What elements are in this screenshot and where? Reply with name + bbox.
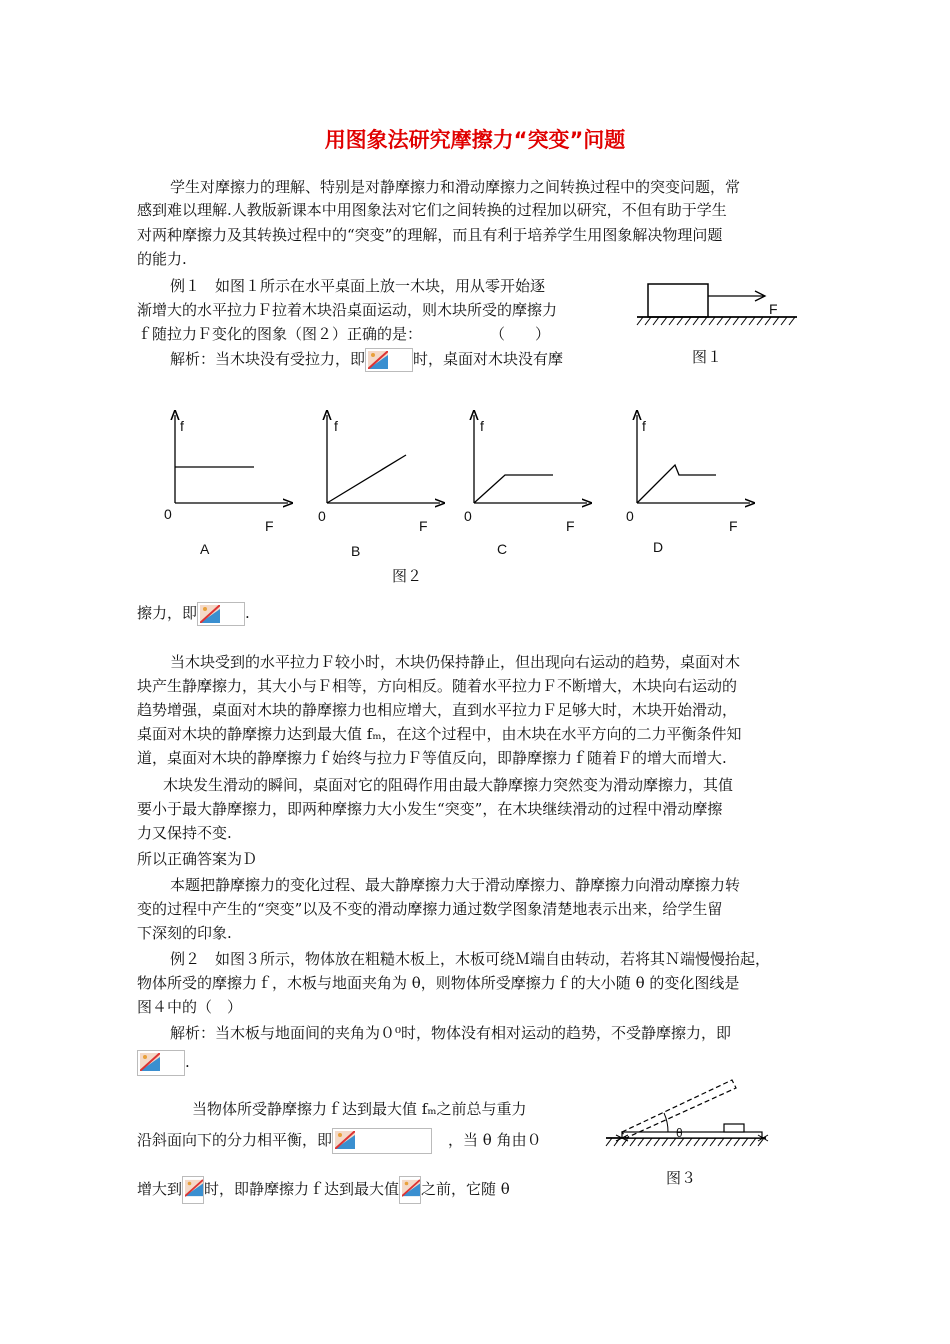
para5-line-3-c: 之前，它随 θ bbox=[421, 1180, 510, 1198]
graph-c-origin: 0 bbox=[464, 508, 472, 524]
figure-3-caption: 图３ bbox=[666, 1169, 697, 1187]
graph-a-origin: 0 bbox=[164, 506, 172, 522]
analysis1-line bbox=[170, 348, 563, 372]
para2-line-2: 块产生静摩擦力，其大小与Ｆ相等，方向相反。随着水平拉力Ｆ不断增大，木块向右运动的 bbox=[137, 677, 738, 695]
example2-line-2: 物体所受的摩擦力ｆ，木板与地面夹角为 θ，则物体所受摩擦力ｆ的大小随 θ 的变化图线是 bbox=[137, 974, 740, 992]
graph-b-origin: 0 bbox=[318, 508, 326, 524]
after-fig2-post: . bbox=[245, 604, 250, 622]
graph-b-option: B bbox=[351, 543, 361, 559]
graph-b-curve bbox=[327, 455, 406, 503]
graph-c-curve bbox=[474, 475, 553, 503]
example2-line-3: 图４中的（ ） bbox=[137, 998, 243, 1016]
figure-3-incline-diagram bbox=[598, 1075, 778, 1165]
graph-a bbox=[175, 415, 288, 503]
para4-line-2: 变的过程中产生的“突变”以及不变的滑动摩擦力通过数学图象清楚地表示出来，给学生留 bbox=[137, 900, 723, 918]
para5-line-2-post: ，当 θ 角由０ bbox=[448, 1131, 542, 1149]
para5-line-3 bbox=[137, 1176, 510, 1204]
page-title: 用图象法研究摩擦力“突变”问题 bbox=[324, 128, 626, 152]
para5-line-3-b: 时，即静摩擦力ｆ达到最大值 bbox=[204, 1180, 400, 1198]
graph-c-x-label: F bbox=[566, 518, 575, 534]
intro-line-1: 学生对摩擦力的理解、特别是对静摩擦力和滑动摩擦力之间转换过程中的突变问题，常 bbox=[170, 178, 741, 196]
figure-3-angle-label: θ bbox=[676, 1126, 683, 1140]
example2-line-1: 例２ 如图３所示，物体放在粗糙木板上，木板可绕Ｍ端自由转动，若将其Ｎ端慢慢抬起， bbox=[170, 950, 771, 968]
graph-c-y-label: f bbox=[480, 418, 484, 434]
figure-1-caption: 图１ bbox=[692, 348, 723, 366]
analysis1-pre: 解析：当木块没有受拉力，即 bbox=[170, 350, 366, 368]
example1-line-3: ｆ随拉力Ｆ变化的图象（图２）正确的是： bbox=[137, 325, 423, 343]
broken-image-icon bbox=[332, 1128, 432, 1154]
graph-d-origin: 0 bbox=[626, 508, 634, 524]
graph-b-x-label: F bbox=[419, 518, 428, 534]
graph-d-x-label: F bbox=[729, 518, 738, 534]
example1-choice-blank: （ ） bbox=[490, 325, 551, 343]
intro-line-3: 对两种摩擦力及其转换过程中的“突变”的理解，而且有利于培养学生用图象解决物理问题 bbox=[137, 226, 723, 244]
para3-line-1: 木块发生滑动的瞬间，桌面对它的阻碍作用由最大静摩擦力突然变为滑动摩擦力，其值 bbox=[163, 776, 734, 794]
intro-line-4: 的能力. bbox=[137, 250, 187, 268]
broken-image-icon bbox=[137, 1050, 185, 1076]
graph-b-y-label: f bbox=[334, 418, 338, 434]
answer-line: 所以正确答案为Ｄ bbox=[137, 850, 258, 868]
para3-line-2: 要小于最大静摩擦力，即两种摩擦力大小发生“突变”，在木块继续滑动的过程中滑动摩擦 bbox=[137, 800, 723, 818]
example1-line-2: 渐增大的水平拉力Ｆ拉着木块沿桌面运动，则木块所受的摩擦力 bbox=[137, 301, 558, 319]
broken-image-icon bbox=[197, 602, 245, 626]
analysis2-line: 解析：当木板与地面间的夹角为０⁰时，物体没有相对运动的趋势，不受静摩擦力，即 bbox=[170, 1024, 732, 1042]
broken-image-icon bbox=[182, 1176, 204, 1204]
para2-line-1: 当木块受到的水平拉力Ｆ较小时，木块仍保持静止，但出现向右运动的趋势，桌面对木 bbox=[170, 653, 741, 671]
graph-d-y-label: f bbox=[642, 418, 646, 434]
example1-line-1: 例１ 如图１所示在水平桌面上放一木块，用从零开始逐 bbox=[170, 277, 546, 295]
graph-a-x-label: F bbox=[265, 518, 274, 534]
graph-c-option: C bbox=[497, 541, 508, 557]
graph-b bbox=[327, 415, 440, 503]
intro-line-2: 感到难以理解.人教版新课本中用图象法对它们之间转换的过程加以研究，不但有助于学生 bbox=[137, 201, 727, 219]
para5-line-2 bbox=[137, 1128, 542, 1154]
graph-a-option: A bbox=[200, 541, 210, 557]
para5-line-1: 当物体所受静摩擦力ｆ达到最大值 fₘ之前总与重力 bbox=[192, 1100, 527, 1118]
after-fig2-pre: 擦力，即 bbox=[137, 604, 198, 622]
graph-a-y-label: f bbox=[180, 418, 184, 434]
para2-line-5: 道，桌面对木块的静摩擦力ｆ始终与拉力Ｆ等值反向，即静摩擦力ｆ随着Ｆ的增大而增大. bbox=[137, 749, 727, 767]
broken-image-icon bbox=[365, 348, 413, 372]
para4-line-1: 本题把静摩擦力的变化过程、最大静摩擦力大于滑动摩擦力、静摩擦力向滑动摩擦力转 bbox=[170, 876, 741, 894]
para5-line-3-a: 增大到 bbox=[137, 1180, 183, 1198]
after-fig2-line bbox=[137, 602, 250, 626]
figure-2-graphs bbox=[0, 405, 950, 525]
analysis2-period: . bbox=[185, 1053, 190, 1071]
broken-image-icon bbox=[399, 1176, 421, 1204]
figure-1-block-diagram bbox=[625, 275, 805, 335]
figure-1-force-label: F bbox=[769, 301, 778, 317]
para5-line-2-pre: 沿斜面向下的分力相平衡，即 bbox=[137, 1131, 333, 1149]
para2-line-3: 趋势增强，桌面对木块的静摩擦力也相应增大，直到水平拉力Ｆ足够大时，木块开始滑动， bbox=[137, 701, 738, 719]
graph-c bbox=[474, 415, 587, 503]
analysis2-end-line bbox=[137, 1050, 190, 1076]
graph-d bbox=[637, 415, 750, 503]
para2-line-4: 桌面对木块的静摩擦力达到最大值 fₘ，在这个过程中，由木块在水平方向的二力平衡条件知 bbox=[137, 725, 742, 743]
para4-line-3: 下深刻的印象. bbox=[137, 924, 232, 942]
analysis1-post: 时，桌面对木块没有摩 bbox=[413, 350, 564, 368]
graph-d-option: D bbox=[653, 539, 664, 555]
figure-2-caption: 图２ bbox=[392, 567, 423, 585]
para3-line-3: 力又保持不变. bbox=[137, 824, 232, 842]
graph-d-curve bbox=[637, 465, 716, 503]
